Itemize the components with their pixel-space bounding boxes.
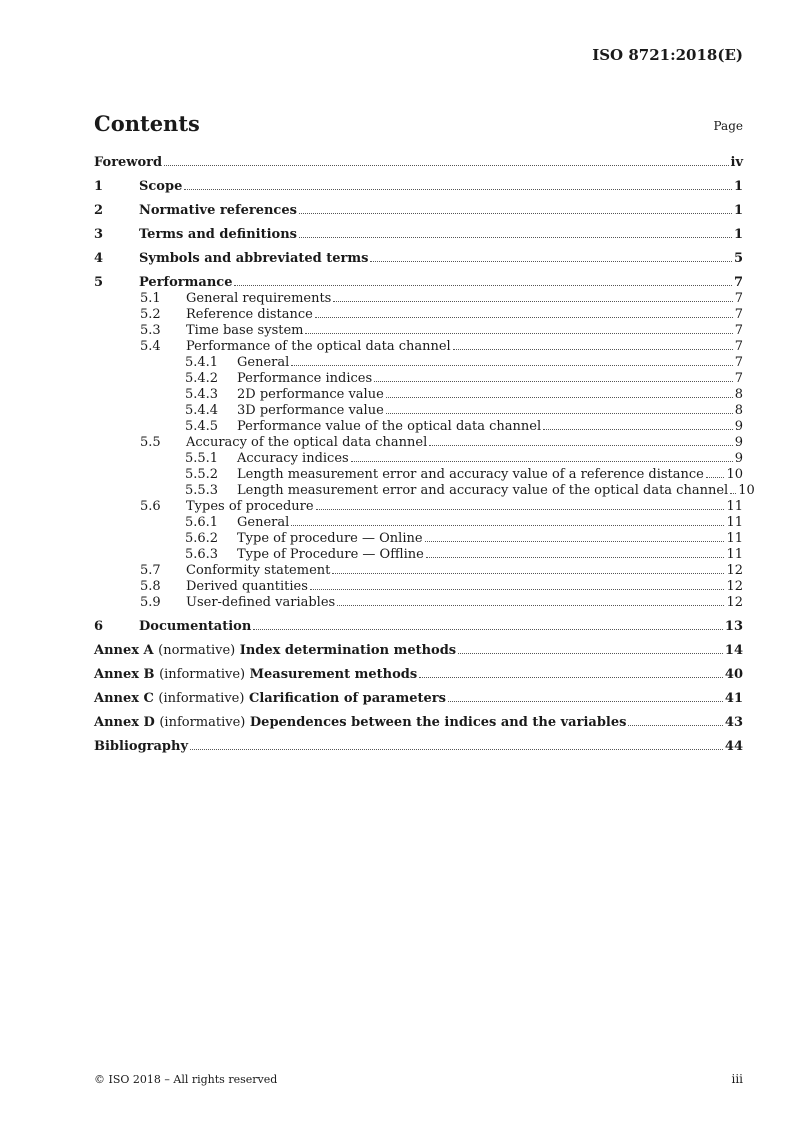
annex-label: Annex C	[94, 691, 154, 706]
toc-entry-title: Length measurement error and accuracy value of a reference distance	[237, 467, 704, 482]
dot-leader	[234, 285, 731, 286]
toc-entry-number: 5.4.3	[185, 387, 219, 402]
toc-entry-title: Length measurement error and accuracy value of the optical data channel	[237, 483, 729, 498]
toc-entry-5-6-3[interactable]	[94, 547, 743, 563]
toc-entry-title: Time base system	[186, 323, 304, 338]
toc-entry-number: 5.1	[140, 291, 161, 306]
toc-entry-page: 1	[733, 179, 743, 194]
toc-entry-title: Performance indices	[237, 371, 373, 386]
toc-entry-annex-b[interactable]	[94, 667, 743, 683]
annex-kind: (informative)	[159, 715, 246, 730]
toc-entry-5-5-1[interactable]	[94, 451, 743, 467]
toc-entry-title: Terms and definitions	[139, 227, 297, 242]
toc-entry-number: 5	[94, 275, 104, 290]
dot-leader	[730, 493, 736, 494]
toc-entry-number: 5.4	[140, 339, 161, 354]
toc-entry-page: 12	[726, 563, 743, 578]
annex-kind: (informative)	[159, 667, 246, 682]
toc-entry-5-5[interactable]	[94, 435, 743, 451]
toc-entry-title: Scope	[139, 179, 183, 194]
toc-entry-page: 43	[724, 715, 743, 730]
toc-entry-page: iv	[730, 155, 743, 170]
toc-entry-page: 9	[734, 435, 743, 450]
toc-entry-title: Symbols and abbreviated terms	[139, 251, 369, 266]
dot-leader	[458, 653, 723, 654]
toc-entry-title: Reference distance	[186, 307, 313, 322]
toc-entry-page: 11	[726, 547, 743, 562]
toc-entry-5-6-2[interactable]	[94, 531, 743, 547]
toc-entry-title: Performance	[139, 275, 233, 290]
dot-leader	[190, 749, 723, 750]
toc-entry-terms-and-definitions[interactable]	[94, 227, 743, 243]
toc-entry-5-9[interactable]	[94, 595, 743, 611]
toc-entry-page: 40	[724, 667, 743, 682]
toc-entry-page: 7	[734, 355, 743, 370]
annex-title: Measurement methods	[249, 667, 418, 682]
toc-entry-title: Accuracy of the optical data channel	[186, 435, 428, 450]
toc-entry-page: 13	[724, 619, 743, 634]
toc-entry-title: General	[237, 515, 290, 530]
dot-leader	[332, 573, 724, 574]
toc-entry-scope[interactable]	[94, 179, 743, 195]
dot-leader	[706, 477, 725, 478]
annex-label: Annex A	[94, 643, 154, 658]
annex-label: Annex B	[94, 667, 155, 682]
toc-entry-5-4-4[interactable]	[94, 403, 743, 419]
toc-entry-5-7[interactable]	[94, 563, 743, 579]
toc-entry-number: 6	[94, 619, 104, 634]
toc-entry-number: 3	[94, 227, 104, 242]
toc-entry-page: 7	[734, 323, 743, 338]
toc-entry-number: 5.7	[140, 563, 161, 578]
toc-entry-page: 7	[734, 339, 743, 354]
toc-entry-page: 7	[733, 275, 743, 290]
toc-entry-page: 14	[724, 643, 743, 658]
toc-entry-page: 10	[726, 467, 743, 482]
toc-entry-title: Performance value of the optical data channel	[237, 419, 542, 434]
toc-entry-page: 44	[724, 739, 743, 754]
document-id: ISO 8721:2018(E)	[592, 46, 743, 64]
toc-entry-title: General	[237, 355, 290, 370]
toc-entry-page: 7	[734, 371, 743, 386]
toc-entry-page: 11	[726, 499, 743, 514]
dot-leader	[351, 461, 733, 462]
toc-entry-number: 5.8	[140, 579, 161, 594]
dot-leader	[429, 445, 732, 446]
toc-entry-5-6-1[interactable]	[94, 515, 743, 531]
toc-entry-number: 4	[94, 251, 104, 266]
dot-leader	[386, 413, 733, 414]
toc-entry-annex-c[interactable]	[94, 691, 743, 707]
dot-leader	[315, 317, 733, 318]
toc-entry-title: Conformity statement	[186, 563, 331, 578]
dot-leader	[316, 509, 725, 510]
toc-entry-5-4-5[interactable]	[94, 419, 743, 435]
toc-entry-5-8[interactable]	[94, 579, 743, 595]
dot-leader	[164, 165, 728, 166]
toc-entry-5-4-2[interactable]	[94, 371, 743, 387]
toc-entry-foreword[interactable]	[94, 155, 743, 171]
toc-entry-page: 1	[733, 227, 743, 242]
toc-entry-title	[94, 715, 626, 731]
toc-entry-page: 41	[724, 691, 743, 706]
page-number: iii	[731, 1072, 743, 1086]
toc-entry-number: 5.4.4	[185, 403, 219, 418]
dot-leader	[628, 725, 722, 726]
toc-entry-page: 8	[734, 403, 743, 418]
toc-entry-number: 5.3	[140, 323, 161, 338]
toc-entry-title: Type of procedure — Online	[237, 531, 423, 546]
toc-entry-annex-d[interactable]	[94, 715, 743, 731]
dot-leader	[310, 589, 725, 590]
toc-entry-title: Types of procedure	[186, 499, 314, 514]
toc-entry-number: 5.6.1	[185, 515, 219, 530]
toc-entry-number: 5.6	[140, 499, 161, 514]
dot-leader	[184, 189, 732, 190]
dot-leader	[448, 701, 723, 702]
dot-leader	[426, 557, 725, 558]
dot-leader	[291, 365, 732, 366]
toc-entry-page: 12	[726, 595, 743, 610]
copyright-notice: © ISO 2018 – All rights reserved	[94, 1073, 278, 1086]
dot-leader	[370, 261, 731, 262]
toc-entry-title	[94, 691, 446, 707]
toc-entry-number: 5.5	[140, 435, 161, 450]
toc-entry-title: 2D performance value	[237, 387, 384, 402]
toc-entry-title: Bibliography	[94, 739, 189, 754]
toc-entry-number: 5.4.1	[185, 355, 219, 370]
toc-entry-performance[interactable]	[94, 275, 743, 291]
page-column-label: Page	[713, 119, 743, 133]
dot-leader	[291, 525, 724, 526]
toc-entry-page: 9	[734, 451, 743, 466]
toc-title: Contents	[94, 111, 200, 136]
toc-entry-page: 7	[734, 307, 743, 322]
toc-entry-title: Type of Procedure — Offline	[237, 547, 424, 562]
toc-entry-number: 5.4.2	[185, 371, 219, 386]
dot-leader	[425, 541, 725, 542]
toc-entry-page: 9	[734, 419, 743, 434]
annex-title: Index determination methods	[239, 643, 457, 658]
dot-leader	[299, 213, 732, 214]
toc-entry-5-5-2[interactable]	[94, 467, 743, 483]
toc-entry-page: 8	[734, 387, 743, 402]
toc-entry-title: Derived quantities	[186, 579, 308, 594]
annex-kind: (normative)	[158, 643, 236, 658]
toc-entry-5-4[interactable]	[94, 339, 743, 355]
annex-kind: (informative)	[158, 691, 245, 706]
toc-entry-title	[94, 667, 417, 683]
toc-entry-title: General requirements	[186, 291, 332, 306]
toc-entry-number: 5.5.3	[185, 483, 219, 498]
toc-entry-5-6[interactable]	[94, 499, 743, 515]
toc-entry-title: 3D performance value	[237, 403, 384, 418]
toc-entry-5-1[interactable]	[94, 291, 743, 307]
toc-entry-annex-a[interactable]	[94, 643, 743, 659]
toc-entry-5-5-3[interactable]	[94, 483, 755, 499]
toc-entry-page: 1	[733, 203, 743, 218]
toc-entry-symbols[interactable]	[94, 251, 743, 267]
toc-entry-page: 7	[734, 291, 743, 306]
dot-leader	[374, 381, 733, 382]
toc-entry-number: 2	[94, 203, 104, 218]
toc-entry-title: Accuracy indices	[237, 451, 349, 466]
table-of-contents	[94, 155, 755, 755]
toc-entry-number: 5.6.2	[185, 531, 219, 546]
toc-entry-page: 11	[726, 515, 743, 530]
dot-leader	[299, 237, 732, 238]
annex-title: Clarification of parameters	[248, 691, 446, 706]
dot-leader	[333, 301, 732, 302]
toc-entry-number: 1	[94, 179, 104, 194]
toc-entry-title: User-defined variables	[186, 595, 336, 610]
toc-entry-number: 5.4.5	[185, 419, 219, 434]
toc-entry-title: Performance of the optical data channel	[186, 339, 451, 354]
toc-entry-page: 10	[738, 483, 755, 498]
toc-entry-title: Foreword	[94, 155, 163, 170]
toc-entry-documentation[interactable]	[94, 619, 743, 635]
dot-leader	[419, 677, 723, 678]
toc-entry-number: 5.6.3	[185, 547, 219, 562]
toc-entry-number: 5.2	[140, 307, 161, 322]
dot-leader	[386, 397, 733, 398]
toc-entry-5-4-1[interactable]	[94, 355, 743, 371]
dot-leader	[305, 333, 732, 334]
toc-entry-page: 11	[726, 531, 743, 546]
toc-entry-page: 5	[733, 251, 743, 266]
dot-leader	[453, 349, 733, 350]
toc-entry-number: 5.9	[140, 595, 161, 610]
dot-leader	[543, 429, 733, 430]
toc-entry-title: Normative references	[139, 203, 297, 218]
toc-entry-number: 5.5.1	[185, 451, 219, 466]
dot-leader	[253, 629, 723, 630]
toc-entry-5-4-3[interactable]	[94, 387, 743, 403]
annex-title: Dependences between the indices and the variables	[249, 715, 627, 730]
dot-leader	[337, 605, 724, 606]
toc-entry-bibliography[interactable]	[94, 739, 743, 755]
toc-entry-number: 5.5.2	[185, 467, 219, 482]
toc-entry-title	[94, 643, 456, 659]
toc-entry-page: 12	[726, 579, 743, 594]
toc-entry-5-2[interactable]	[94, 307, 743, 323]
annex-label: Annex D	[94, 715, 155, 730]
toc-entry-title: Documentation	[139, 619, 252, 634]
toc-entry-5-3[interactable]	[94, 323, 743, 339]
toc-entry-normative-references[interactable]	[94, 203, 743, 219]
